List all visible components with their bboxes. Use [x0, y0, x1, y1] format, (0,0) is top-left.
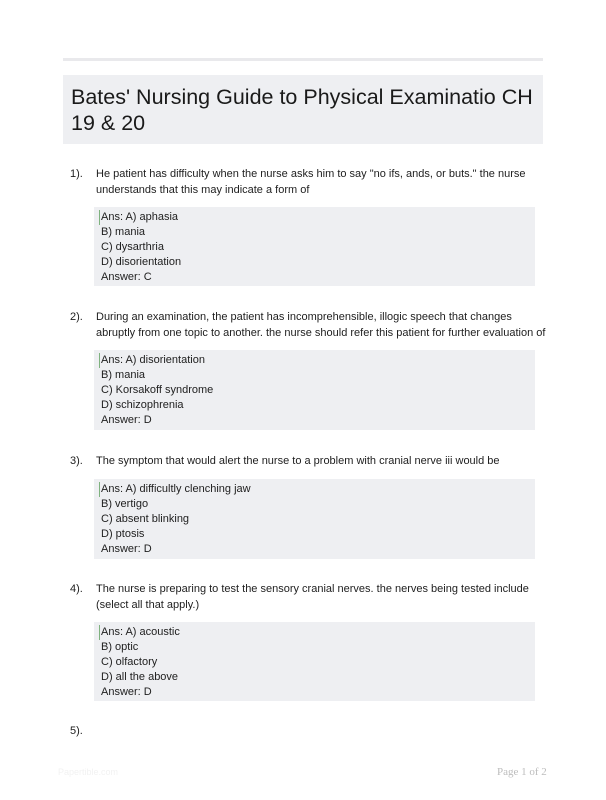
answer-line: B) optic: [101, 641, 139, 653]
answer-line: C) Korsakoff syndrome: [101, 384, 214, 396]
top-divider: [63, 58, 543, 61]
answer-line: C) absent blinking: [101, 513, 190, 525]
question-number: 4).: [70, 583, 83, 595]
answer-box: [94, 207, 535, 286]
answer-line: D) schizophrenia: [101, 399, 184, 411]
question-number: 2).: [70, 311, 83, 323]
answer-line: Ans: A) acoustic: [99, 625, 535, 640]
answer-line: Answer: D: [101, 686, 152, 698]
answer-line: D) disorientation: [101, 256, 182, 268]
answer-line: C) olfactory: [101, 656, 158, 668]
answer-line: D) ptosis: [101, 528, 145, 540]
answer-box: [94, 479, 535, 559]
answer-box: [94, 350, 535, 430]
question-number: 1).: [70, 168, 83, 180]
answer-box: [94, 622, 535, 701]
answer-line: Ans: A) difficultly clenching jaw: [99, 482, 535, 497]
answer-line: B) mania: [101, 226, 146, 238]
answer-line: B) vertigo: [101, 498, 149, 510]
document-title: Bates' Nursing Guide to Physical Examinatio CH 19 & 20: [71, 85, 533, 135]
question-text: During an examination, the patient has incomprehensible, illogic speech that changes abruptly from one topic to another. the nurse should refer this patient for further evaluation of: [96, 311, 546, 339]
question-text: He patient has difficulty when the nurse asks him to say "no ifs, ands, or buts." the nurse understands that this may indicate a form of: [96, 168, 526, 196]
question-text: The symptom that would alert the nurse to a problem with cranial nerve iii would be: [96, 455, 500, 467]
answer-line: B) mania: [101, 369, 146, 381]
answer-line: C) dysarthria: [101, 241, 164, 253]
footer-watermark: Papertible.com: [58, 767, 119, 777]
title-banner: [63, 75, 543, 144]
answer-line: Ans: A) aphasia: [99, 210, 535, 225]
page-indicator: Page 1 of 2: [497, 766, 547, 778]
answer-line: Ans: A) disorientation: [99, 353, 535, 368]
question-number: 5).: [70, 725, 83, 737]
answer-line: Answer: C: [101, 271, 152, 283]
answer-line: Answer: D: [101, 543, 152, 555]
answer-line: Answer: D: [101, 414, 152, 426]
answer-line: D) all the above: [101, 671, 179, 683]
question-number: 3).: [70, 455, 83, 467]
question-text: The nurse is preparing to test the sensory cranial nerves. the nerves being tested include (select all that apply.): [96, 583, 529, 611]
